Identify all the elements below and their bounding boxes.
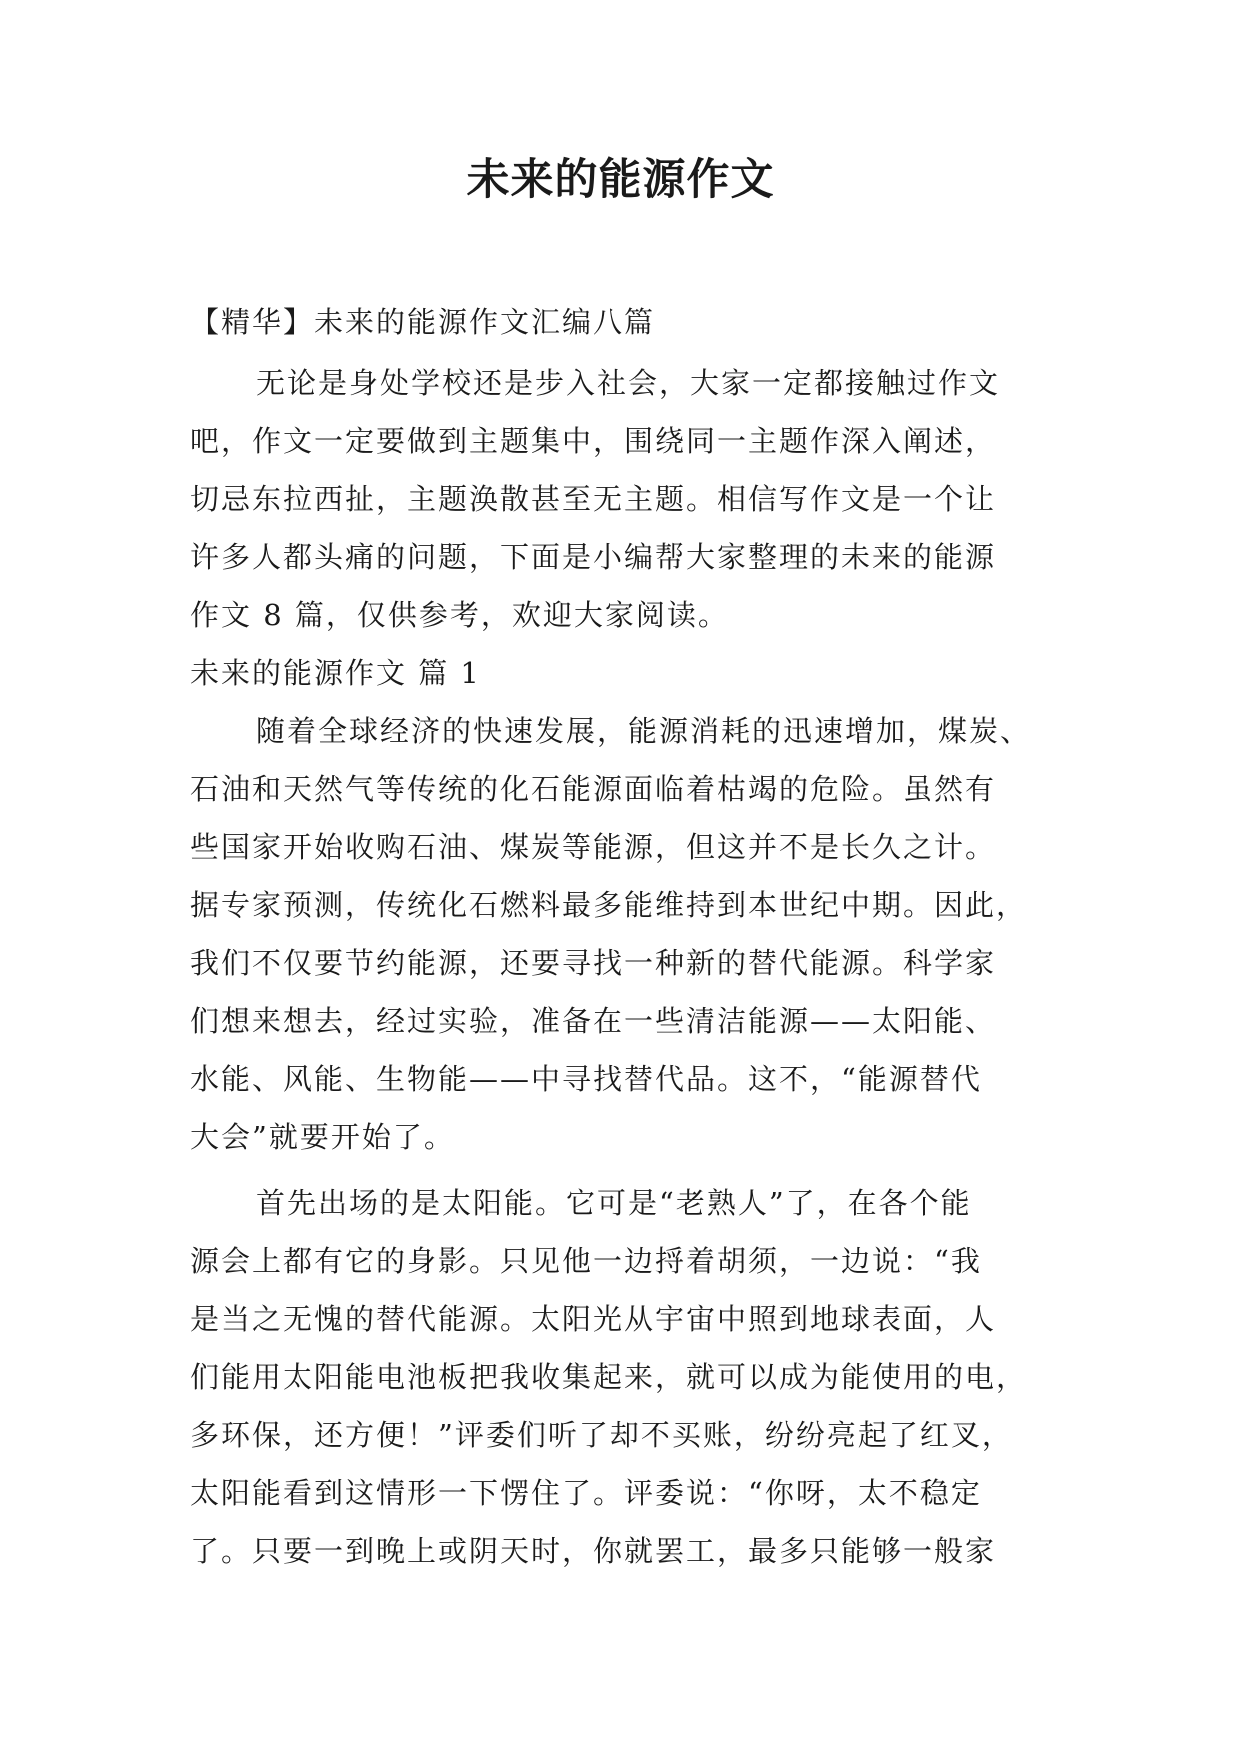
text-line: 多环保，还方便！”评委们听了却不买账，纷纷亮起了红叉，	[190, 1418, 1013, 1452]
text-line: 是当之无愧的替代能源。太阳光从宇宙中照到地球表面，人	[190, 1302, 997, 1336]
text-line: 大会”就要开始了。	[190, 1120, 455, 1154]
text-line: 石油和天然气等传统的化石能源面临着枯竭的危险。虽然有	[190, 772, 997, 806]
text-line: 吧，作文一定要做到主题集中，围绕同一主题作深入阐述，	[190, 424, 997, 458]
text-line: 切忌东拉西扯，主题涣散甚至无主题。相信写作文是一个让	[190, 482, 997, 516]
text-line: 源会上都有它的身影。只见他一边捋着胡须，一边说：“我	[190, 1244, 982, 1278]
section-heading: 未来的能源作文 篇 1	[190, 656, 481, 690]
text-line: 据专家预测，传统化石燃料最多能维持到本世纪中期。因此，	[190, 888, 1028, 922]
text-line: 了。只要一到晚上或阴天时，你就罢工，最多只能够一般家	[190, 1534, 997, 1568]
text-line: 随着全球经济的快速发展，能源消耗的迅速增加，煤炭、	[256, 714, 1032, 748]
document-title: 未来的能源作文	[466, 155, 775, 205]
text-line: 太阳能看到这情形一下愣住了。评委说：“你呀，太不稳定	[190, 1476, 982, 1510]
paragraph-2	[190, 1174, 1060, 1580]
text-line: 首先出场的是太阳能。它可是“老熟人”了，在各个能	[256, 1186, 972, 1220]
text-line: 无论是身处学校还是步入社会，大家一定都接触过作文	[256, 366, 1001, 400]
paragraph-spacer	[190, 1166, 1060, 1174]
document-subtitle: 【精华】未来的能源作文汇编八篇	[190, 305, 656, 339]
text-line: 水能、风能、生物能——中寻找替代品。这不，“能源替代	[190, 1062, 982, 1096]
document-body	[190, 290, 1060, 1580]
paragraph-1	[190, 702, 1060, 1166]
intro-paragraph	[190, 354, 1060, 644]
text-line: 我们不仅要节约能源，还要寻找一种新的替代能源。科学家	[190, 946, 997, 980]
text-line: 们能用太阳能电池板把我收集起来，就可以成为能使用的电，	[190, 1360, 1028, 1394]
text-line: 些国家开始收购石油、煤炭等能源，但这并不是长久之计。	[190, 830, 997, 864]
text-line: 许多人都头痛的问题，下面是小编帮大家整理的未来的能源	[190, 540, 997, 574]
text-line: 作文 8 篇，仅供参考，欢迎大家阅读。	[190, 598, 729, 632]
text-line: 们想来想去，经过实验，准备在一些清洁能源——太阳能、	[190, 1004, 997, 1038]
